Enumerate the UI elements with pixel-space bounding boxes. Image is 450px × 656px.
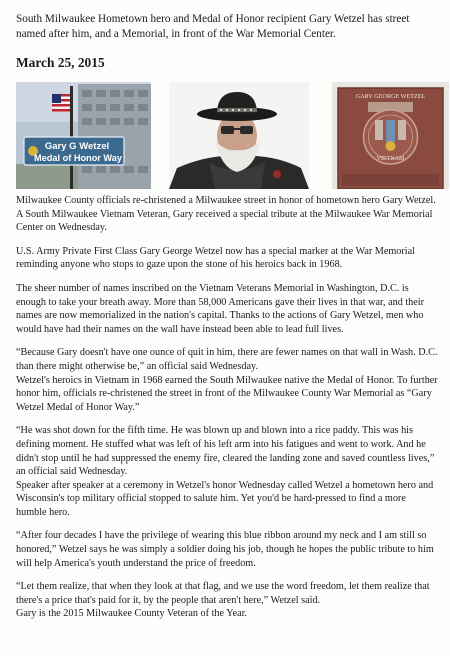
sign-line-1: Gary G Wetzel (44, 141, 110, 152)
flag-icon (52, 94, 70, 112)
medal-of-honor-icon (386, 120, 395, 142)
paragraph: “He was shot down for the fifth time. He was blown up and blown into a rice paddy. This was his defining moment. He stuffed what was left of his left arm into his fatigues and went to work. And he didn't stop until he had suppressed the enemy fire, cleared the landing zone and saved countless lives,” an official said Wednesday. (16, 425, 435, 478)
sign-line-2: Medal of Honor Way (34, 153, 122, 163)
stone-name: GARY GEORGE WETZEL (355, 93, 426, 100)
paragraph: Milwaukee County officials re-christened a Milwaukee street in honor of hometown hero Gary Wetzel. A South Milwaukee Vietnam Veteran, Gary received a special tribute at the Milwaukee War Memorial Center on Wednesday. (16, 195, 436, 234)
memorial-stone-photo (332, 82, 449, 189)
paragraph: “After four decades I have the privilege of wearing this blue ribbon around my neck and I am still so honored,” Wetzel says he was simply a soldier doing his job, though he hopes the public tribute to him will help America's youth understand the price of freedom. (16, 530, 434, 569)
ribbon-icon (375, 120, 383, 140)
paragraph: Gary is the 2015 Milwaukee County Veteran of the Year. (16, 608, 247, 620)
paragraph: Wetzel's heroics in Vietnam in 1968 earned the South Milwaukee native the Medal of Honor. To further honor him, officials re-christened the street in front of the Milwaukee County War Memorial as “Gary Wetzel Medal of Honor Way.” (16, 374, 438, 413)
stone-word: VIETNAM (376, 156, 405, 162)
street-sign-photo (16, 82, 151, 189)
paragraph: “Let them realize, that when they look at that flag, and we use the word freedom, let them realize that there's a price that's paid for it, by the people that aren't here,” Wetzel said. (16, 581, 430, 606)
paragraph: The sheer number of names inscribed on the Vietnam Veterans Memorial in Washington, D.C. is enough to take your breath away. More than 58,000 Americans gave their lives in that war, and their names are now memorialized in the nation's capital. Thanks to the actions of Gary Wetzel, men who would have had their names on the wall have instead been able to lead full lives. (16, 282, 425, 335)
article-date: March 25, 2015 (16, 55, 105, 70)
photo-strip (16, 82, 438, 189)
paragraph: Speaker after speaker at a ceremony in Wetzel's honor Wednesday called Wetzel a hometown hero and Wisconsin's top military official stopped to salute him. Yet you'd be hard-pressed to find a more humble hero. (16, 479, 434, 518)
paragraph: “Because Gary doesn't have one ounce of quit in him, there are fewer names on that wall in Wash. D.C. than there might otherwise be,” an official said Wednesday. (16, 347, 438, 372)
article-body (16, 194, 438, 621)
headline: South Milwaukee Hometown hero and Medal of Honor recipient Gary Wetzel has street named after him, and a Memorial, in front of the War Memorial Center. (16, 13, 410, 40)
portrait-photo (169, 82, 309, 189)
paragraph: U.S. Army Private First Class Gary George Wetzel now has a special marker at the War Memorial reminding anyone who stops to gaze upon the stone of his heroics back in 1968. (16, 245, 415, 271)
